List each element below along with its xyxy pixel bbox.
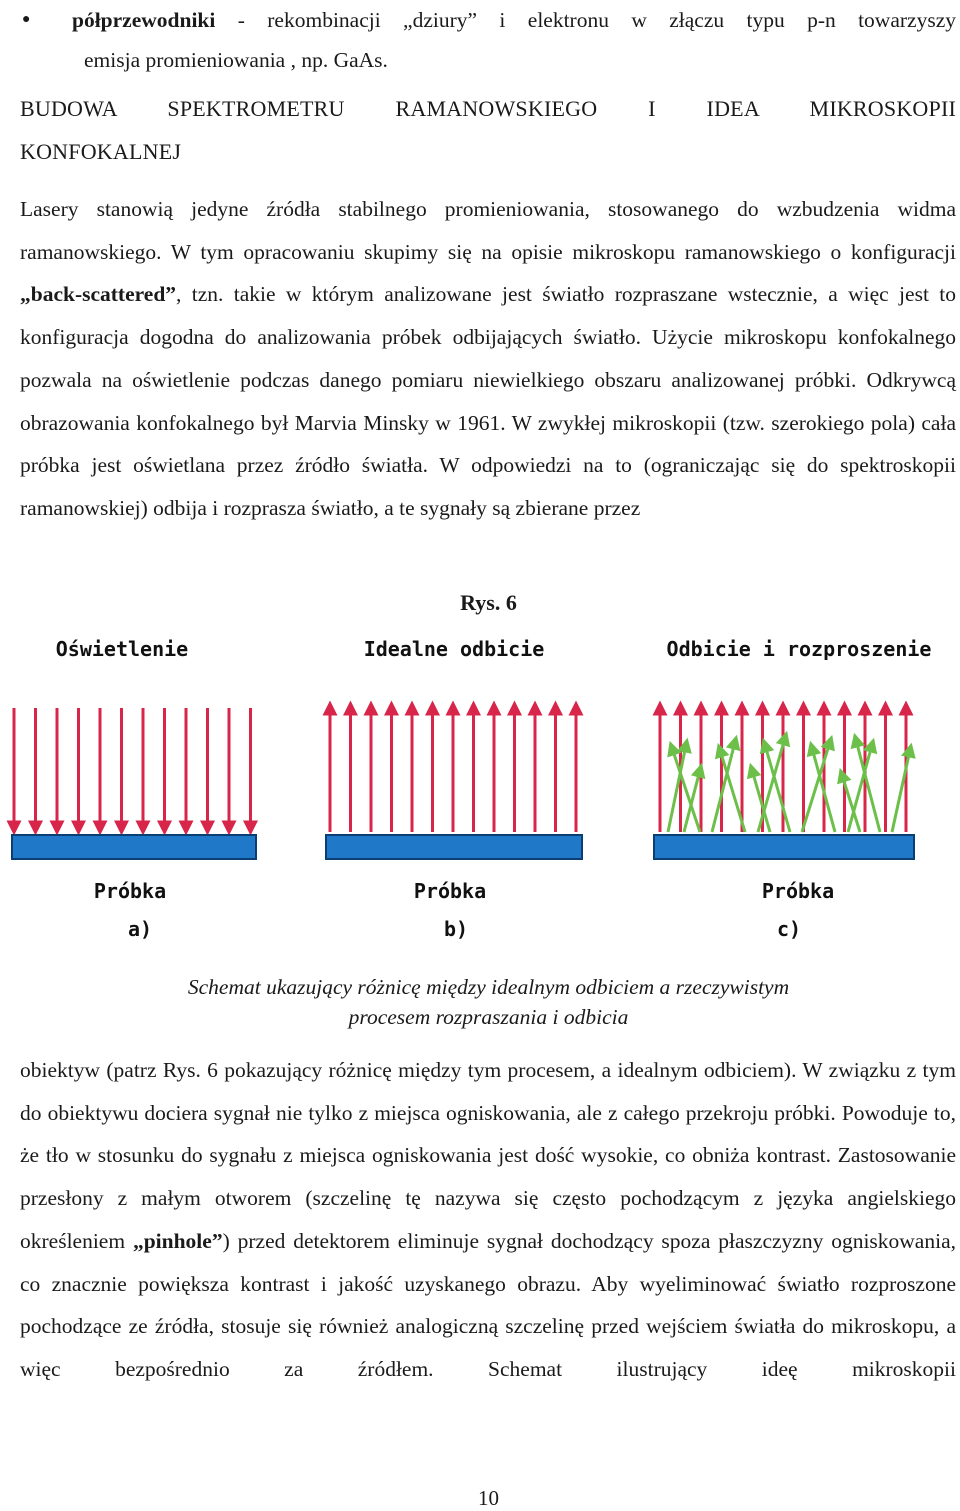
section-heading-line1: BUDOWA SPEKTROMETRU RAMANOWSKIEGO I IDEA MIKROSKOPII	[20, 96, 956, 121]
paragraph-1-bold: „back-scattered”	[20, 282, 177, 307]
page-number: 10	[478, 1486, 499, 1510]
scattered-arrow	[765, 745, 790, 832]
sample-label-a: Próbka	[93, 879, 167, 903]
sample-bar-c	[654, 835, 914, 859]
bullet-icon: ●	[22, 12, 31, 27]
paragraph-2-part2: ) przed detektorem eliminuje sygnał dochodzący spoza płaszczyzny ogniskowania, co znacznie powiększa kontrast i jakość uzyskanego obrazu. Aby wyeliminować światło rozproszone pochodzące ze źródła, stosuje się również analogiczną szczelinę przed wejściem światła do mikroskopu, a więc bezpośrednio za źródłem. Schemat ilustrujący ideę mikroskopii	[20, 1228, 956, 1381]
panel-a-illumination	[14, 708, 251, 828]
bullet-text-line2: emisja promieniowania , np. GaAs.	[84, 48, 388, 72]
panel-title-a: Oświetlenie	[55, 637, 189, 661]
figure-caption-line1: Schemat ukazujący różnicę między idealnym odbiciem a rzeczywistym	[187, 975, 790, 999]
panel-b-ideal-reflection	[330, 708, 576, 832]
sample-label-b: Próbka	[413, 879, 487, 903]
figure-caption-line2: procesem rozpraszania i odbicia	[348, 1005, 629, 1029]
scattered-arrow	[802, 742, 830, 832]
figure-label: Rys. 6	[460, 590, 517, 615]
paragraph-1-part2: , tzn. takie w którym analizowane jest światło rozpraszane wstecznie, a więc jest to konfiguracja dogodna do analizowania próbek odbijających światło. Użycie mikroskopu konfokalnego pozwala na oświetlenie podczas danego pomiaru niewielkiego obszaru analizowanej próbki. Odkrywcą obrazowania konfokalnego był Marvia Minsky w 1961. W zwykłej mikroskopii (tzw. szerokiego pola) cała próbka jest oświetlana przez źródło światła. W odpowiedzi na to (ograniczając się do spektroskopii ramanowskiej) odbija i rozprasza światło, a te sygnały są zbierane przez	[20, 282, 956, 520]
sample-bar-b	[326, 835, 582, 859]
paragraph-2-part1: obiektyw (patrz Rys. 6 pokazujący różnicę między tym procesem, a idealnym odbiciem). W związku z tym do obiektywu dociera sygnał nie tylko z miejsca ogniskowania, ale z całego przekroju próbki. Powoduje to, że tło w stosunku do sygnału z miejsca ogniskowania jest dość wysokie, co obniża kontrast. Zastosowanie przesłony z małym otworem (szczelinę tę nazywa się często pochodzącym z języka angielskiego określeniem	[20, 1058, 956, 1253]
paragraph-1	[20, 188, 956, 530]
panel-title-b: Idealne odbicie	[363, 637, 545, 661]
panel-c-reflection-scattering	[660, 708, 910, 832]
scattered-arrow	[668, 745, 686, 832]
panel-letter-c: c)	[776, 917, 802, 941]
paragraph-2-bold: „pinhole”	[132, 1228, 223, 1253]
sample-bar-a	[12, 835, 256, 859]
section-heading-line2: KONFOKALNEJ	[20, 138, 182, 164]
figure-reflection-schematic	[0, 620, 960, 950]
panel-letter-b: b)	[443, 917, 469, 941]
paragraph-1-part1: Lasery stanowią jedyne źródła stabilnego promieniowania, stosowanego do wzbudzenia widma ramanowskiego. W tym opracowaniu skupimy się na opisie mikroskopu ramanowskiego o konfiguracji	[20, 197, 956, 264]
bullet-text-line1: - rekombinacji „dziury” i elektronu w złączu typu p-n towarzyszy	[215, 8, 956, 32]
bullet-item	[72, 0, 956, 80]
section-heading	[20, 88, 956, 173]
figure-caption	[0, 972, 960, 1032]
panel-title-c: Odbicie i rozproszenie	[666, 637, 932, 661]
panel-letter-a: a)	[127, 917, 153, 941]
paragraph-2	[20, 1049, 956, 1391]
bullet-term: półprzewodniki	[72, 8, 216, 32]
sample-label-c: Próbka	[761, 879, 835, 903]
